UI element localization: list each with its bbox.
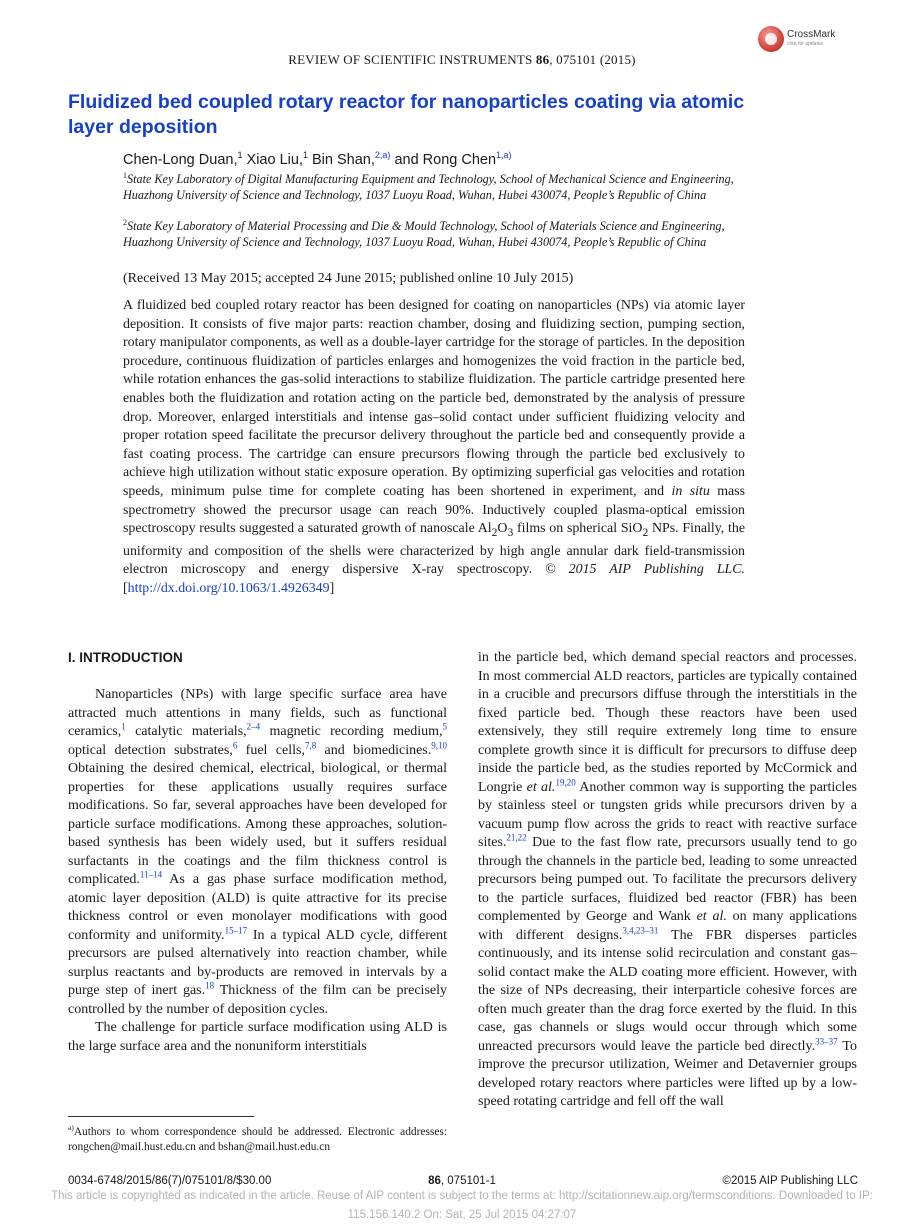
citation-ref[interactable]: 3,4,23–31 <box>622 924 659 935</box>
citation-ref[interactable]: 6 <box>232 739 238 750</box>
citation-ref[interactable]: 21,22 <box>506 832 527 843</box>
right-column <box>478 649 857 1112</box>
citation-ref[interactable]: 19,20 <box>555 776 576 787</box>
received-dates: (Received 13 May 2015; accepted 24 June 2015; published online 10 July 2015) <box>123 271 574 286</box>
author-affil-sup: 1 <box>302 150 308 160</box>
intro-paragraph-1: Nanoparticles (NPs) with large specific surface area have attracted much attentions in many fields, such as functional ceramics,$^1$ catalytic materials,$^{2-4}$ magnetic recording medium,$^5$ optical detection substrates,$^6$ fuel cells,$^{7,8}$ and biomedicines.$^{9,10}$ Obtaining the desired chemical, electrical, biological, or thermal properties for these applications usually requires surface modifications. So far, several approaches have been developed for particle surface modifications. Among these approaches, solution-based synthesis has been widely used, but it suffers residual surfactants in the coatings and the film thickness control is complicated.$^{11-14}$ As a gas phase surface modification method, atomic layer deposition (ALD) is quite attractive for its precise thickness control or even monolayer modifications with good conformity and uniformity.$^{15-17}$ In a typical ALD cycle, different precursors are pulsed alternatively into reaction chamber, while surplus reactants and by-products are removed in intervals by a purge step of inert gas.$^{18}$ Thickness of the film can be precisely controlled by the number of deposition cycles. <box>68 687 448 1017</box>
author-affil-sup: 1 <box>237 150 243 160</box>
journal-article-year: , 075101 (2015) <box>549 52 636 67</box>
footnote-divider <box>68 1116 254 1117</box>
crossmark-icon <box>758 26 784 52</box>
copyright-notice: © 2015 AIP Publishing LLC. <box>545 562 746 578</box>
crossmark-label: CrossMark <box>787 29 836 40</box>
download-watermark-line-2: 115.156.140.2 On: Sat, 25 Jul 2015 04:27:07 <box>347 1209 577 1221</box>
author-affil-sup[interactable]: 2,a) <box>374 150 391 160</box>
author-name: Chen-Long Duan, <box>123 151 238 168</box>
affiliation-1: $^1$State Key Laboratory of Digital Manufacturing Equipment and Technology, School of Mechanical Science and Engineering, Huazhong University of Science and Technology, 1037 Luoyu Road, Wuhan, Hubei 430074, People’s Republic of China <box>123 171 734 202</box>
author-name: Bin Shan, <box>307 151 375 168</box>
citation-ref[interactable]: 5 <box>442 721 447 732</box>
crossmark-badge[interactable] <box>758 26 848 56</box>
citation-ref[interactable]: 2–4 <box>246 721 261 732</box>
intro-paragraph-2: The challenge for particle surface modification using ALD is the large surface area and the nonuniform interstitials <box>68 1020 447 1054</box>
footer-page-number: 86, 075101-1 <box>428 1175 496 1187</box>
citation-ref[interactable]: 11–14 <box>139 869 163 880</box>
download-watermark-line-1: This article is copyrighted as indicated in the article. Reuse of AIP content is subject to the terms at: http://scitationnew.aip.org/termsconditions. Downloaded to IP: <box>51 1190 873 1202</box>
citation-ref[interactable]: 33–37 <box>815 1035 838 1046</box>
crossmark-sub: click for updates <box>787 41 824 47</box>
citation-ref[interactable]: 1 <box>121 721 126 732</box>
abstract: A fluidized bed coupled rotary reactor has been designed for coating on nanoparticles (NPs) via atomic layer deposition. It consists of five major parts: reaction chamber, dosing and fluidizing section, pumping section, rotary manipulator components, as well as a double-layer cartridge for the storage of particles. In the deposition procedure, continuous fluidization of particles enlarges and homogenizes the void fraction in the particle bed, while rotation enhances the gas-solid interactions to stabilize fluidization. The particle cartridge presented here enables both the fluidization and rotation acting on the particle bed, demonstrated by the analysis of pressure drop. Moreover, enlarged interstitials and intense gas–solid contact under sufficient fluidizing velocity and proper rotation speed facilitate the precursor delivery throughout the particle bed and consequently provide a fast coating process. The cartridge can ensure precursors flowing through the particle bed exclusively to achieve high utilization without static exposure operation. By optimizing superficial gas velocities and rotation speeds, minimum pulse time for complete coating has been shortened in experiment, and in situ mass spectrometry showed the precursor usage can reach 90%. Inductively coupled plasma-optical emission spectroscopy results suggested a saturated growth of nanoscale $Al_2O_3$ films on spherical SiO$_2$ NPs. Finally, the uniformity and composition of the shells were characterized by high angle annular dark field-transmission electron microscopy and energy dispersive X-ray spectroscopy. © 2015 AIP Publishing LLC. [http://dx.doi.org/10.1063/1.4926349] <box>123 298 746 596</box>
section-heading: I. INTRODUCTION <box>68 650 183 665</box>
author-affil-sup[interactable]: 1,a) <box>496 150 512 160</box>
footer-issn: 0034-6748/2015/86(7)/075101/8/$30.00 <box>68 1175 272 1187</box>
citation-ref[interactable]: 18 <box>205 980 215 991</box>
citation-ref[interactable]: 9,10 <box>431 739 448 750</box>
doi-link[interactable]: http://dx.doi.org/10.1063/1.4926349 <box>127 580 330 596</box>
affiliation-2: $^2$State Key Laboratory of Material Processing and Die & Mould Technology, School of Materials Science and Engineering, Huazhong University of Science and Technology, 1037 Luoyu Road, Wuhan, Hubei 430074, People’s Republic of China <box>123 218 725 249</box>
footnote: $^{a)}$Authors to whom correspondence should be addressed. Electronic addresses: rongchen@mail.hust.edu.cn and bshan@mail.hust.edu.cn <box>68 1123 447 1153</box>
author-name: and Rong Chen <box>390 151 497 168</box>
author-name: Xiao Liu, <box>242 151 303 168</box>
journal-name: REVIEW OF SCIENTIFIC INSTRUMENTS <box>288 52 533 67</box>
intro-paragraph-continued: in the particle bed, which demand special reactors and processes. In most commercial ALD reactors, particles are typically contained in a crucible and precursors diffuse through the interstitials in the fixed particle bed. Though these reactors have been used extensively, they still require extremely long time to ensure complete growth since it is difficult for precursors to diffuse deep inside the particle bed, as the studies reported by McCormick and Longrie et al.$^{19,20}$ Another common way is supporting the particles by stainless steel or tungsten grids while precursors driven by a vacuum pump flow across the grids to react with reactive surface sites.$^{21,22}$ Due to the fast flow rate, precursors usually tend to go through the channels in the particle bed, leading to some unreacted precursors being pumped out. To facilitate the precursors delivery to the particle surfaces, fluidized bed reactor (FBR) has been complemented by George and Wank et al. on many applications with different designs.$^{3,4,23-31}$ The FBR disperses particles continuously, and its intense solid recirculation and constant gas–solid contact make the ALD coating more efficient. However, with the size of NPs decreasing, their interparticle cohesive forces are often much greater than the drag force exerted by the fluid. In this case, gas channels or slugs would occur through which some unreacted precursors would leave the particle bed directly.$^{33-37}$ To improve the precursor utilization, Weimer and Detavernier groups developed rotary reactors where particles were lifted up by a low-speed rotating cartridge and fell off the wall <box>478 650 857 1109</box>
author-list <box>123 150 512 168</box>
left-column <box>68 686 447 1056</box>
citation-ref[interactable]: 7,8 <box>304 739 317 750</box>
footer-copyright: ©2015 AIP Publishing LLC <box>722 1175 858 1187</box>
citation-ref[interactable]: 15–17 <box>224 924 248 935</box>
paper-title: Fluidized bed coupled rotary reactor for nanoparticles coating via atomic layer deposition <box>68 91 745 138</box>
journal-volume: 86 <box>535 52 550 67</box>
